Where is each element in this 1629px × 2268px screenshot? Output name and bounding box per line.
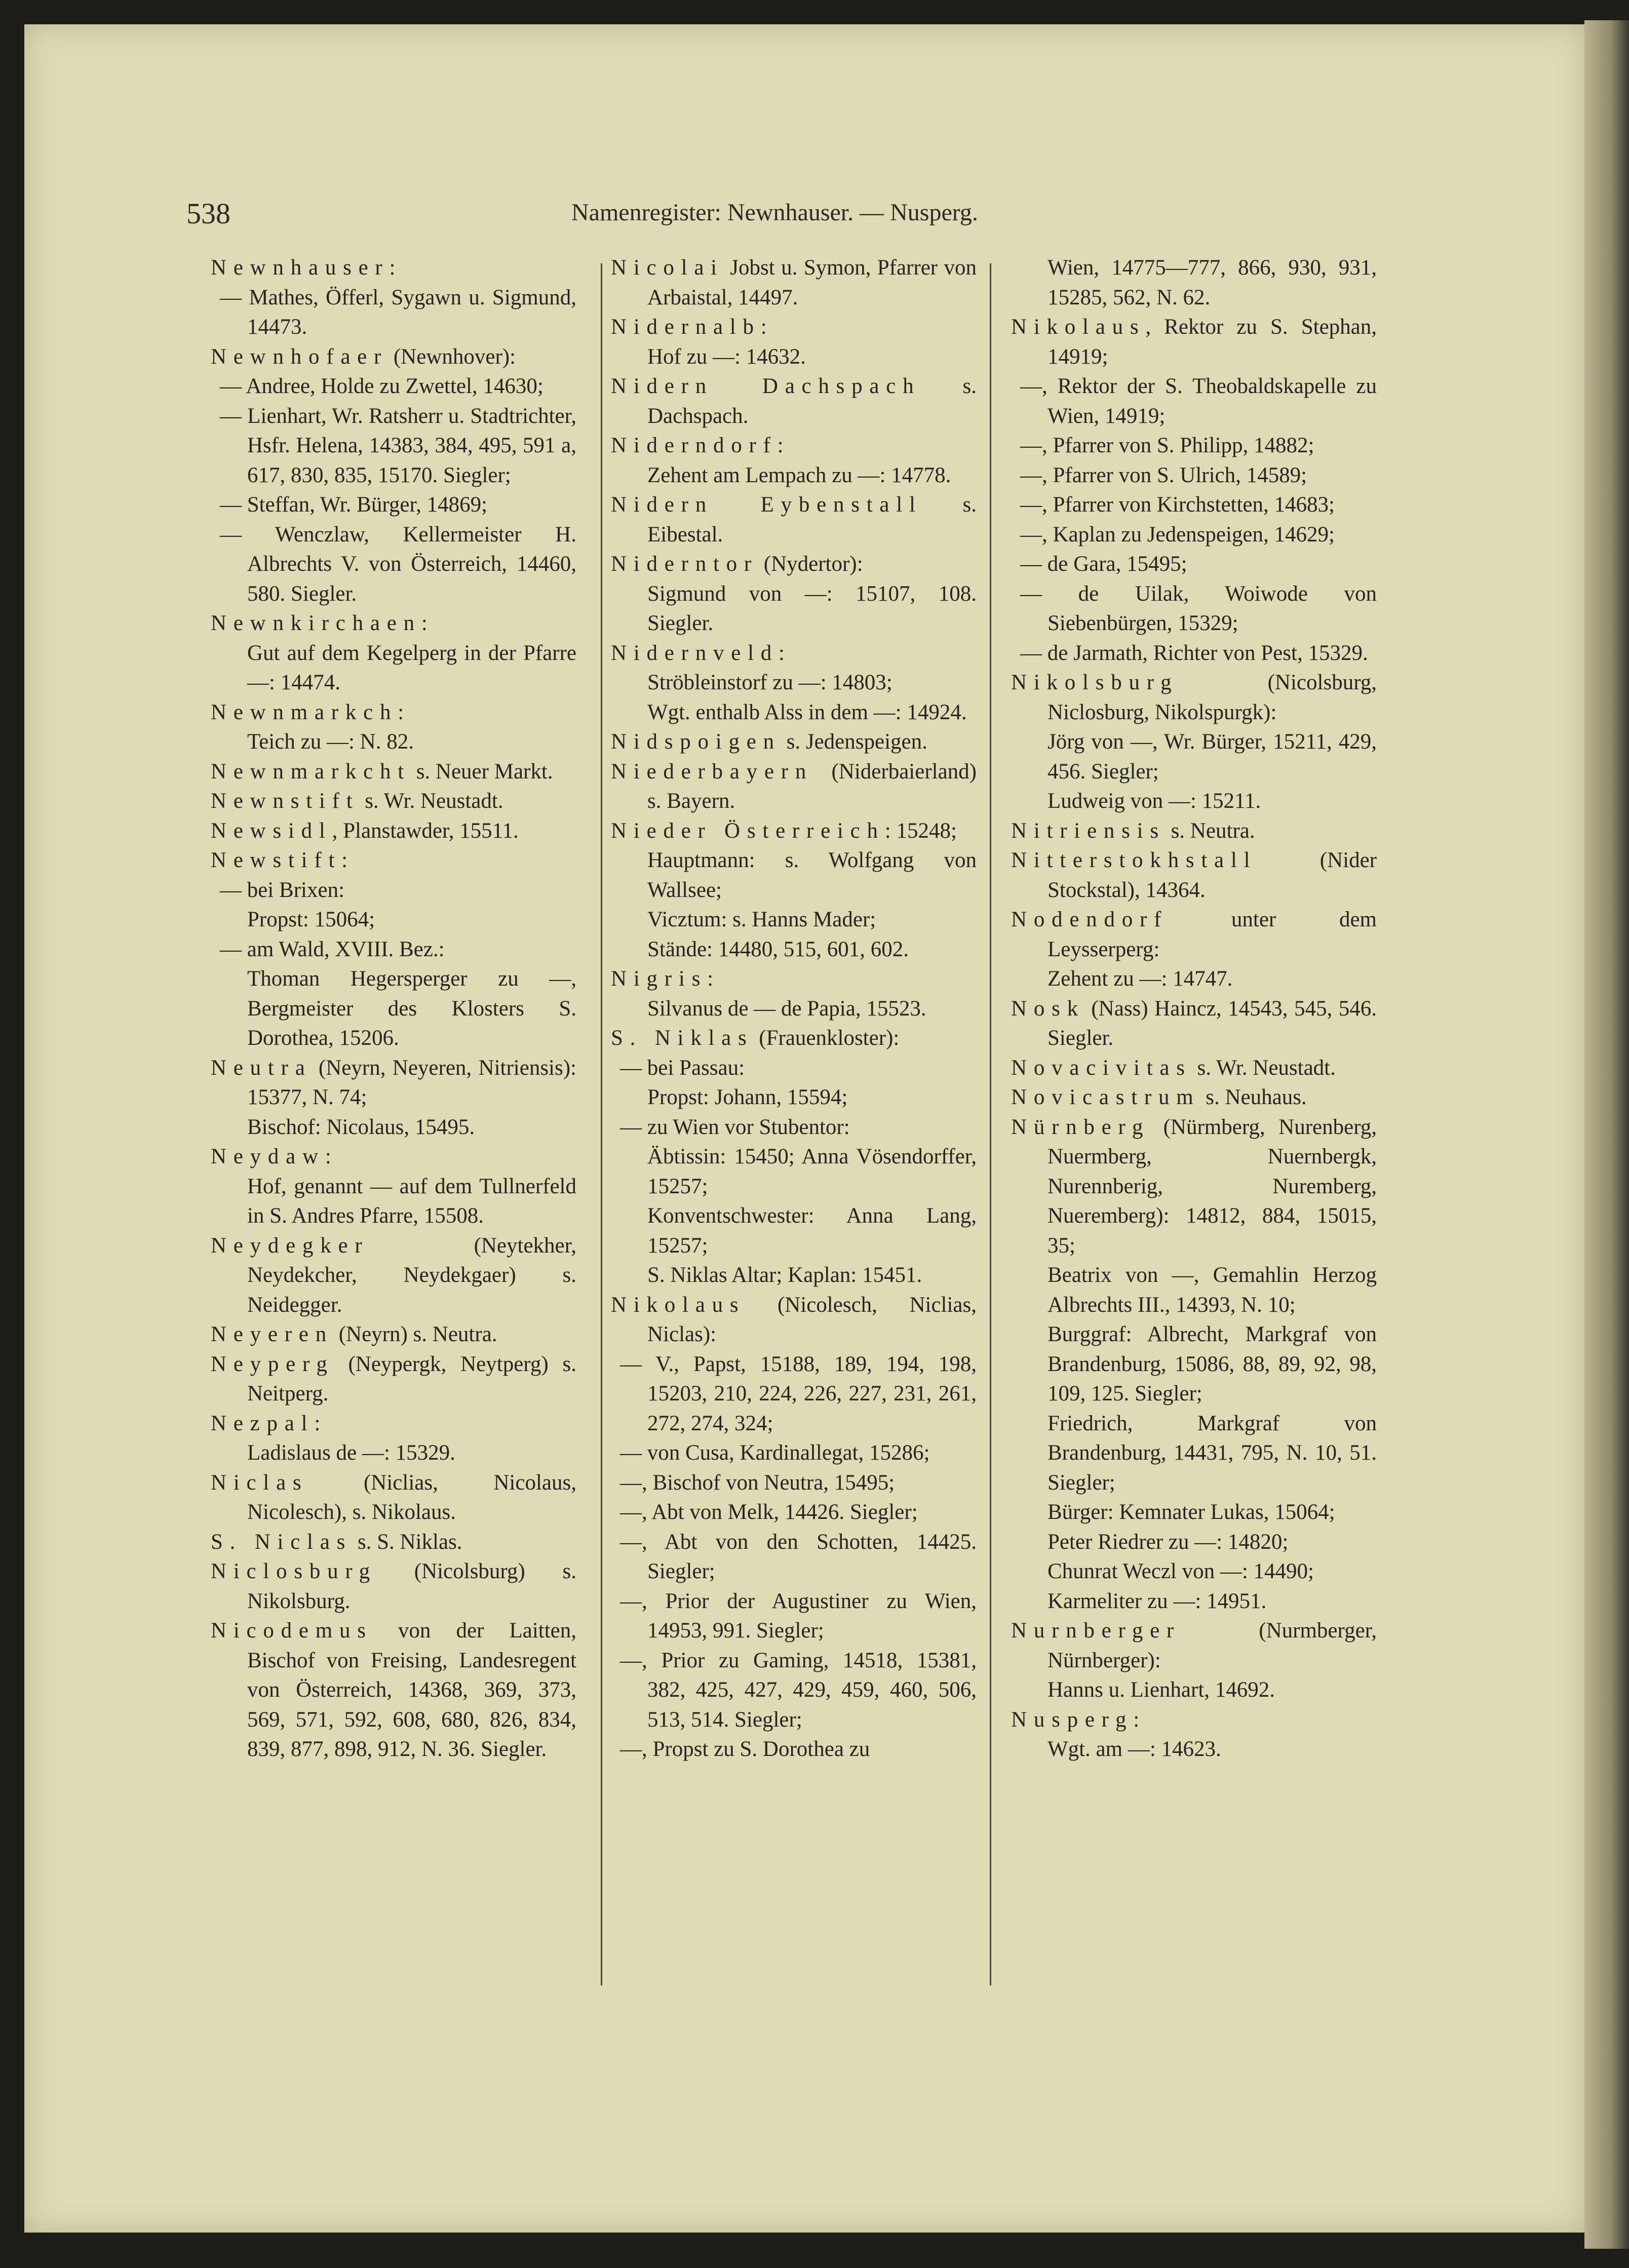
index-entry [211,1409,576,1439]
running-head: Namenregister: Newnhauser. — Nusperg. [571,199,978,226]
entry-text: (Neyrn) s. Neutra. [333,1322,497,1346]
headword: Nosk [1011,996,1085,1021]
entry-text: (Neypergk, Neytperg) s. Neitperg. [247,1352,576,1405]
entry-text: (Nass) Haincz, 14543, 545, 546. Siegler. [1048,996,1377,1050]
headword: Nikolsburg [1011,671,1179,694]
index-entry [1011,1053,1377,1083]
index-subentry: — von Cusa, Kardinallegat, 15286; [620,1441,930,1465]
entry-text: (Niclias, Nicolaus, Nicolesch), s. Nikolaus. [247,1470,576,1524]
index-column-3 [1011,253,1377,1765]
headword: Niderndorf [611,434,778,457]
index-subentry: — bei Passau: [620,1055,745,1080]
entry-text: (Niderbaierland) s. Bayern. [647,759,977,813]
index-entry [1011,1113,1377,1261]
index-detail: Stände: 14480, 515, 601, 602. [647,937,909,961]
headword: Neyeren [211,1322,333,1346]
column-divider [601,263,602,1985]
index-detail: Burggraf: Albrecht, Markgraf von Brandenburg, 15086, 88, 89, 92, 98, 109, 125. Siegler; [1048,1322,1377,1405]
index-entry [211,1320,576,1350]
headword: Newnstift [211,789,360,813]
entry-text: : [777,434,784,457]
headword: S. Niclas [211,1530,353,1554]
index-entry [1011,816,1377,846]
index-subentry: —, Abt von den Schotten, 14425. Siegler; [620,1530,977,1583]
index-detail: Äbtissin: 15450; Anna Vösendorffer, 15257; [647,1145,977,1198]
headword: Newnkirchaen [211,611,421,635]
index-entry [211,1142,576,1172]
headword: Nidernveld [611,641,779,665]
headword: Newstift [211,848,342,872]
index-entry [611,550,977,579]
headword: Nikolaus [1011,315,1146,339]
index-entry [211,1528,576,1557]
index-entry [211,342,576,372]
headword: Nikolaus [611,1293,746,1317]
index-entry [211,846,576,876]
index-subentry: —, Bischof von Neutra, 15495; [620,1470,895,1495]
entry-text: (Nydertor): [758,552,863,576]
headword: Neyperg [211,1352,334,1376]
index-entry [211,816,576,846]
index-entry [611,964,977,994]
index-subentry: —, Kaplan zu Jedenspeigen, 14629; [1020,522,1335,546]
index-detail: Hanns u. Lienhart, 14692. [1048,1678,1275,1702]
index-subentry: — Lienhart, Wr. Ratsherr u. Stadtrichter, Hsfr. Helena, 14383, 384, 495, 591 a, 617, 830, 835, 15170. Siegler; [220,404,576,487]
index-detail: Peter Riedrer zu —: 14820; [1048,1530,1289,1554]
index-subentry: — Mathes, Öfferl, Sygawn u. Sigmund, 14473. [220,285,576,339]
index-detail: Sigmund von —: 15107, 108. Siegler. [647,581,977,635]
index-entry [1011,1705,1377,1735]
headword: Neydaw [211,1145,325,1168]
headword: Nürnberg [1011,1115,1150,1139]
entry-text: s. Neuhaus. [1200,1085,1307,1109]
entry-text: : [325,1145,331,1168]
entry-text: (Newnhover): [388,344,516,369]
page-edge [1584,20,1629,2249]
headword: S. Niklas [611,1026,754,1050]
index-subentry: — bei Brixen: [220,878,345,902]
headword: Niclas [211,1470,308,1495]
index-column-1 [211,253,576,1765]
entry-text: : [314,1411,321,1435]
index-detail: Jörg von —, Wr. Bürger, 15211, 429, 456. Siegler; [1048,730,1377,784]
entry-text: s. Dachspach. [647,374,977,428]
index-entry [211,1557,576,1616]
headword: Newnmarkch [211,700,398,724]
headword: Newnhauser [211,256,390,280]
index-entry [611,490,977,550]
index-subentry: — V., Papst, 15188, 189, 194, 198, 15203, 210, 224, 226, 227, 231, 261, 272, 274, 324; [620,1352,977,1435]
index-subentry: — Wenczlaw, Kellermeister H. Albrechts V. von Österreich, 14460, 580. Siegler. [220,522,576,606]
entry-text: (Nicolsburg) s. Nikolsburg. [247,1559,576,1613]
index-entry [611,431,977,461]
index-subentry: — am Wald, XVIII. Bez.: [220,937,445,961]
index-entry [1011,994,1377,1053]
index-detail: Bischof: Nicolaus, 15495. [247,1115,475,1139]
headword: Niderntor [611,552,759,576]
headword: Nidspoigen [611,730,781,754]
entry-text: unter dem Leysserperg: [1048,908,1377,961]
headword: Neydegker [211,1233,369,1258]
index-entry [211,1350,576,1409]
entry-text: (Nicolesch, Niclias, Niclas): [647,1293,977,1346]
entry-text: (Nürmberg, Nurenberg, Nuermberg, Nuernbergk, Nurennberig, Nuremberg, Nueremberg): 14812, 884, 15015, 35; [1048,1115,1377,1258]
index-entry [611,253,977,312]
headword: Niclosburg [211,1559,377,1583]
headword: Nusperg [1011,1707,1134,1732]
index-subentry: —, Pfarrer von S. Philipp, 14882; [1020,434,1314,457]
index-entry [211,1231,576,1320]
index-subentry: —, Prior der Augustiner zu Wien, 14953, 991. Siegler; [620,1589,977,1643]
entry-text: : [1133,1707,1140,1732]
index-subentry: — Steffan, Wr. Bürger, 14869; [220,493,488,517]
index-detail: Ladislaus de —: 15329. [247,1441,455,1465]
index-entry [611,727,977,757]
index-detail: Silvanus de — de Papia, 15523. [647,996,926,1021]
index-subentry: —, Pfarrer von Kirchstetten, 14683; [1020,493,1335,517]
index-entry [1011,668,1377,727]
headword: Nezpal [211,1411,315,1435]
index-subentry: — zu Wien vor Stubentor: [620,1115,850,1139]
entry-text: Jobst u. Symon, Pfarrer von Arbaistal, 14497. [647,256,977,309]
index-entry [1011,846,1377,905]
index-detail: Ludweig von —: 15211. [1048,789,1261,813]
entry-text: : 15248; [884,818,957,843]
headword: Newsidl [211,818,332,843]
headword: Novicastrum [1011,1085,1200,1109]
index-subentry: — de Gara, 15495; [1020,552,1187,576]
headword: Newnmarkcht [211,759,411,784]
entry-text: s. Wr. Neustadt. [1191,1055,1336,1080]
index-entry [211,1053,576,1113]
entry-text: , Rektor zu S. Stephan, 14919; [1048,315,1377,369]
column-divider [990,263,991,1985]
headword: Nicodemus [211,1619,373,1643]
headword: Nitriensis [1011,818,1166,843]
index-detail: Hof zu —: 14632. [647,344,806,369]
entry-text: : [389,256,396,280]
index-detail: Karmeliter zu —: 14951. [1048,1589,1267,1613]
index-entry [211,787,576,816]
entry-text: : [707,967,714,991]
entry-text: s. Jedenspeigen. [781,730,927,754]
index-entry [611,816,977,846]
headword: Nieder Österreich [611,818,885,843]
headword: Niederbayern [611,759,813,784]
index-detail: Wgt. enthalb Alss in dem —: 14924. [647,700,967,724]
index-entry [611,1024,977,1053]
entry-text: s. S. Niklas. [352,1530,462,1554]
index-entry [611,639,977,669]
index-detail: Hof, genannt — auf dem Tullnerfeld in S. Andres Pfarre, 15508. [247,1174,576,1228]
index-detail: Teich zu —: N. 82. [247,730,414,754]
index-detail: Propst: 15064; [247,908,375,931]
headword: Nitterstokhstall [1011,848,1257,872]
entry-text: : [398,700,404,724]
headword: Nicolai [611,256,724,280]
index-detail: Chunrat Weczl von —: 14490; [1048,1559,1314,1583]
entry-text: s. Wr. Neustadt. [359,789,503,813]
entry-text: s. Neuer Markt. [410,759,553,784]
entry-text: von der Laitten, Bischof von Freising, Landesregent von Österreich, 14368, 369, 373, 569, 571, 592, 608, 680, 826, 834, 839, 877, 898, 912, N. 36. Siegler. [247,1619,576,1761]
index-entry [611,312,977,342]
entry-text: s. Neutra. [1165,818,1255,843]
entry-text: (Nicolsburg, Niclosburg, Nikolspurgk): [1048,671,1377,724]
index-subentry: —, Abt von Melk, 14426. Siegler; [620,1500,918,1524]
entry-text: (Neyrn, Neyeren, Nitriensis): 15377, N. 74; [247,1055,576,1109]
entry-text: : [341,848,348,872]
index-entry [1011,1616,1377,1675]
entry-text: : [779,641,785,665]
index-detail: Propst: Johann, 15594; [647,1085,848,1109]
index-entry [211,1468,576,1528]
entry-text: : [421,611,428,635]
index-entry [211,1616,576,1765]
index-entry [211,253,576,283]
index-subentry: —, Propst zu S. Dorothea zu [620,1737,870,1761]
index-detail: Bürger: Kemnater Lukas, 15064; [1048,1500,1335,1524]
index-detail: Zehent am Lempach zu —: 14778. [647,463,951,487]
index-detail: Zehent zu —: 14747. [1048,967,1233,991]
index-entry [211,757,576,787]
index-entry [1011,905,1377,964]
headword: Nurnberger [1011,1619,1181,1643]
headword: Nidern Dachspach [611,374,921,398]
index-detail: Thoman Hegersperger zu —, Bergmeister des Klosters S. Dorothea, 15206. [247,967,576,1050]
index-detail: Beatrix von —, Gemahlin Herzog Albrechts III., 14393, N. 10; [1048,1263,1377,1317]
index-subentry: — Andree, Holde zu Zwettel, 14630; [220,374,544,398]
index-detail: Gut auf dem Kegelperg in der Pfarre —: 14474. [247,641,576,694]
entry-text: (Nider Stockstal), 14364. [1048,848,1377,902]
index-detail: Ströbleinstorf zu —: 14803; [647,671,893,694]
index-entry [211,698,576,728]
entry-text: , Planstawder, 15511. [332,818,519,843]
index-entry [1011,312,1377,372]
entry-text: (Neytekher, Neydekcher, Neydekgaer) s. Neidegger. [247,1233,576,1317]
page-number: 538 [186,197,230,230]
index-subentry: — de Jarmath, Richter von Pest, 15329. [1020,641,1368,665]
index-entry [611,372,977,431]
index-entry [611,757,977,816]
index-detail: Vicztum: s. Hanns Mader; [647,908,876,931]
index-entry [1011,1083,1377,1113]
index-detail: Hauptmann: s. Wolfgang von Wallsee; [647,848,977,902]
index-subentry: —, Prior zu Gaming, 14518, 15381, 382, 425, 427, 429, 459, 460, 506, 513, 514. Siegler; [620,1648,977,1732]
entry-text: (Frauenkloster): [753,1026,900,1050]
headword: Nigris [611,967,708,991]
index-detail: S. Niklas Altar; Kaplan: 15451. [647,1263,922,1287]
entry-text: s. Eibestal. [647,493,977,546]
index-entry [611,1291,977,1350]
index-entry [211,609,576,639]
index-subentry: —, Pfarrer von S. Ulrich, 14589; [1020,463,1307,487]
headword: Newnhofaer [211,344,389,369]
headword: Nidernalb [611,315,761,339]
headword: Neutra [211,1055,312,1080]
entry-text: (Nurmberger, Nürnberger): [1048,1619,1377,1672]
headword: Novacivitas [1011,1055,1192,1080]
headword: Nidern Eybenstall [611,493,922,517]
index-column-2 [611,253,977,1765]
headword: Nodendorf [1011,908,1169,931]
index-detail: Wien, 14775—777, 866, 930, 931, 15285, 562, N. 62. [1048,256,1377,309]
index-subentry: —, Rektor der S. Theobaldskapelle zu Wien, 14919; [1020,374,1377,428]
index-subentry: — de Uilak, Woiwode von Siebenbürgen, 15329; [1020,581,1377,635]
index-detail: Konventschwester: Anna Lang, 15257; [647,1204,977,1258]
index-detail: Wgt. am —: 14623. [1048,1737,1221,1761]
index-detail: Friedrich, Markgraf von Brandenburg, 14431, 795, N. 10, 51. Siegler; [1048,1411,1377,1495]
page-header [186,197,1017,242]
entry-text: : [760,315,767,339]
